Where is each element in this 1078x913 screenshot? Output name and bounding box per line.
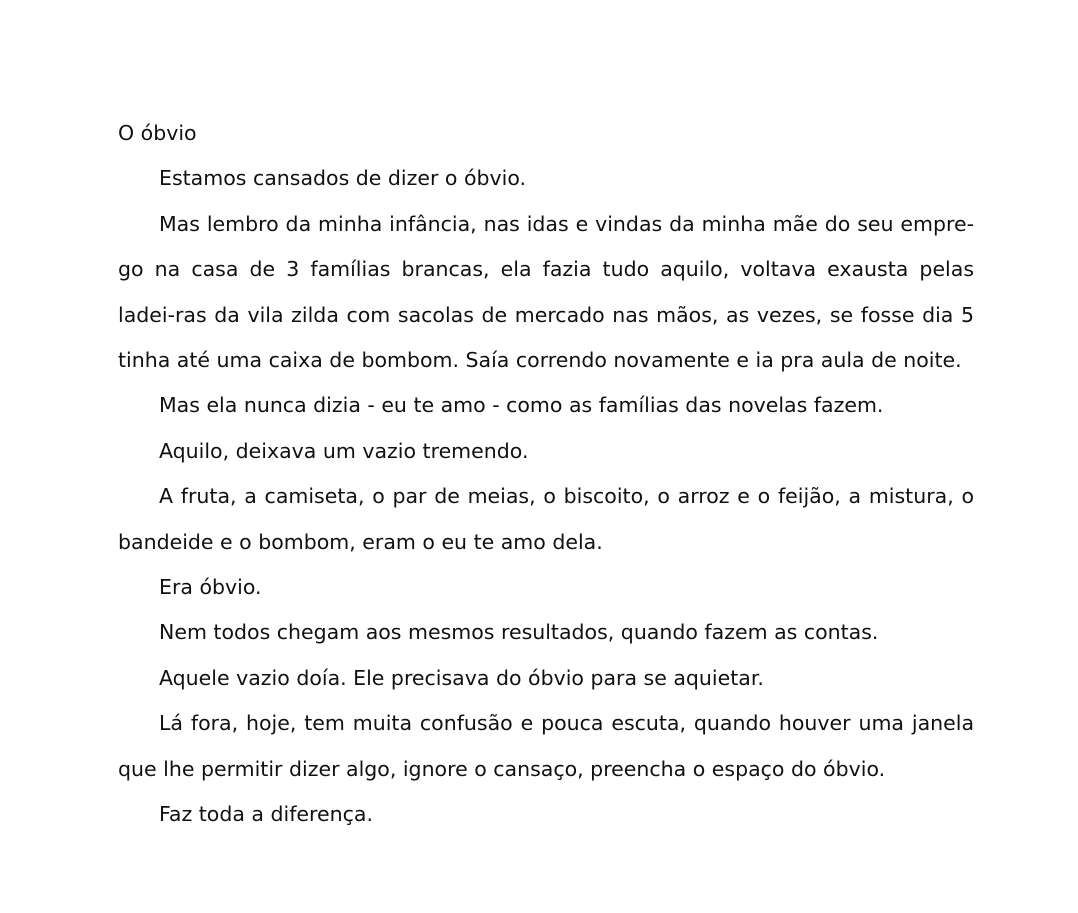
paragraph: A fruta, a camiseta, o par de meias, o biscoito, o arroz e o feijão, a mistura, o bandeide e o bombom, eram o eu te amo dela. <box>118 484 974 554</box>
paragraph: Mas ela nunca dizia - eu te amo - como as famílias das novelas fazem. <box>159 393 884 418</box>
paragraph: Era óbvio. <box>159 575 262 600</box>
paragraph: Mas lembro da minha infância, nas idas e vindas da minha mãe do seu empre-go na casa de 3 famílias brancas, ela fazia tudo aquilo, voltava exausta pelas ladei-ras da vila zilda com sacolas de mercado nas mãos, as vezes, se fosse dia 5 tinha até uma caixa de bombom. Saía correndo novamente e ia pra aula de noite. <box>118 211 974 373</box>
paragraph: Lá fora, hoje, tem muita confusão e pouca escuta, quando houver uma janela que lhe permitir dizer algo, ignore o cansaço, preencha o espaço do óbvio. <box>118 711 974 781</box>
document-title: O óbvio <box>118 121 197 145</box>
paragraph: Aquele vazio doía. Ele precisava do óbvio para se aquietar. <box>159 665 764 690</box>
document-page <box>118 111 974 838</box>
paragraph: Estamos cansados de dizer o óbvio. <box>159 166 527 191</box>
paragraph: Faz toda a diferença. <box>159 802 373 827</box>
paragraph: Nem todos chegam aos mesmos resultados, quando fazem as contas. <box>159 620 879 645</box>
paragraph: Aquilo, deixava um vazio tremendo. <box>159 438 529 463</box>
